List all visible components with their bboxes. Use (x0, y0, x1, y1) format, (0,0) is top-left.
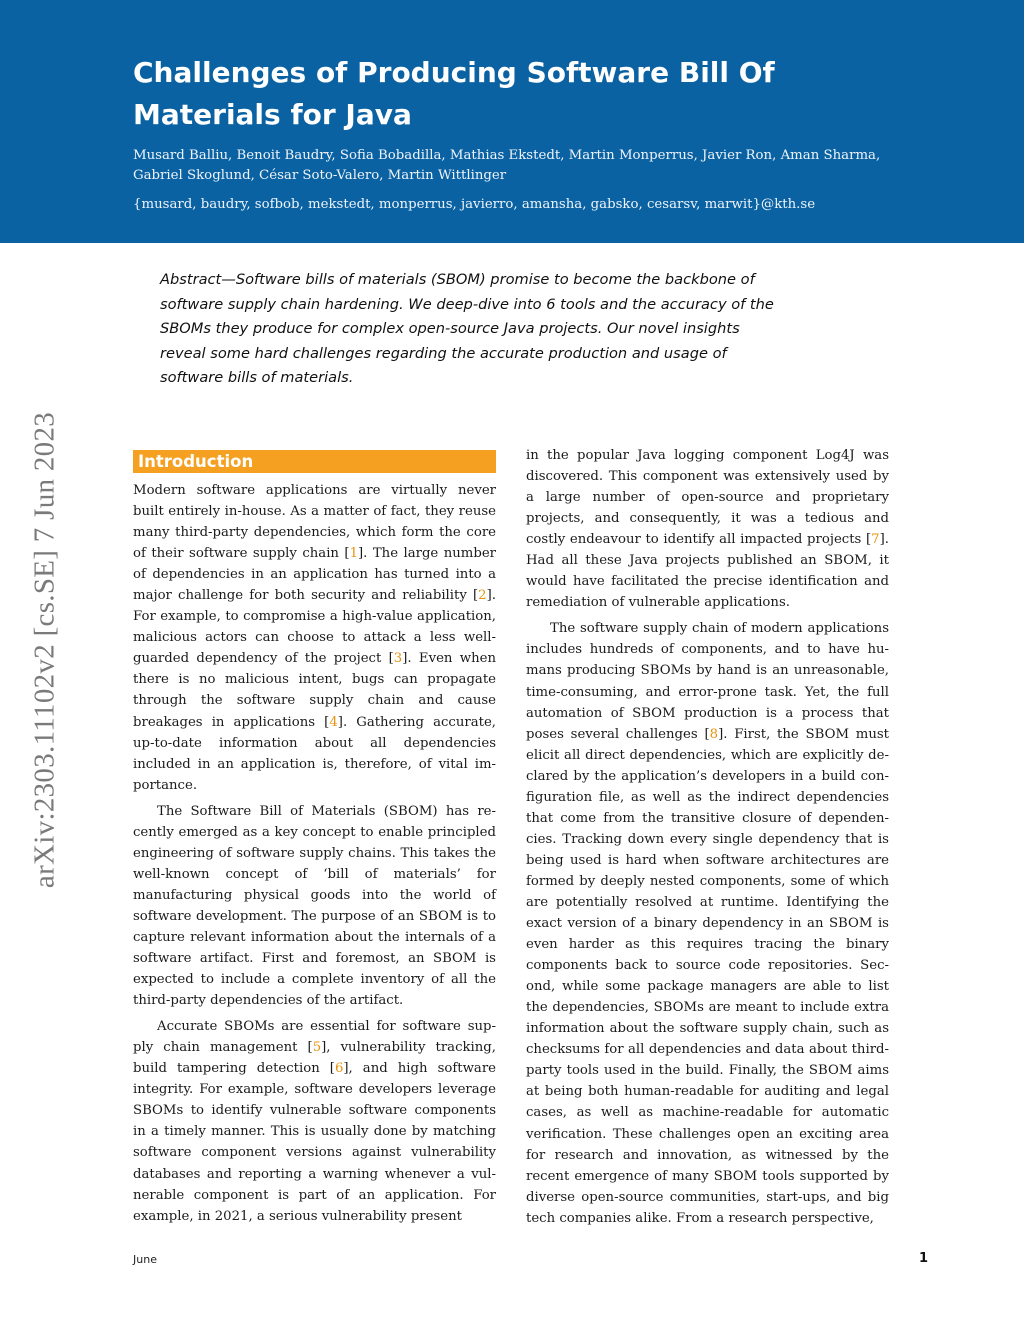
text-run: in the popular Java logging component Log4J was discovered. This component was extensively used by a large number of open-source and proprietary projects, and consequently, it was a tedious and costly endeavour to identify all impacted projects [ (526, 448, 889, 548)
text-run: ]. Had all these Java projects published an SBOM, it would have facilitated the precise identification and remediation of vulnerable applications. (526, 532, 889, 611)
paragraph-2: The Software Bill of Materials (SBOM) has recently emerged as a key concept to enable principled engineering of software supply chains. This takes the well-known concept of ‘bill of materials’ for manufacturing physical goods into the world of software development. The purpose of an SBOM is to capture relevant information about the internals of a software artifact. First and foremost, an SBOM is expected to include a complete inventory of all the third-party dependencies of the artifact. (133, 803, 496, 1009)
text-run: ], vulnerability tracking, build tampering detection [ (133, 1040, 496, 1077)
paragraph-5 (526, 618, 889, 1228)
text-run: ]. For example, to compromise a high-value application, malicious actors can choose to attack a less well-guarded dependency of the project [ (133, 588, 496, 667)
citation-link[interactable]: 2 (478, 588, 487, 604)
citation-link[interactable]: 6 (334, 1061, 344, 1077)
author-list: Musard Balliu, Benoit Baudry, Sofia Bobadilla, Mathias Ekstedt, Martin Monperrus, Javier Ron, Aman Sharma, Gabriel Skoglund, César Soto-Valero, Martin Wittlinger (133, 148, 881, 183)
arxiv-id: arXiv:2303.11102v2 [cs.SE] 7 Jun 2023 (28, 411, 61, 889)
citation-link[interactable]: 5 (312, 1040, 322, 1056)
text-run: The software supply chain of modern applications includes hundreds of components, and to have humans producing SBOMs by hand is an unreasonable, time-consuming, and error-prone task. Yet, the full automation of SBOM production is a process that poses several challenges [ (526, 621, 889, 742)
paragraph-1 (133, 480, 496, 796)
paragraph-4 (526, 445, 889, 613)
page-number: 1 (918, 1251, 928, 1266)
citation-link[interactable]: 7 (871, 532, 880, 548)
text-run: ]. Gathering accurate, up-to-date information about all dependencies included in an application is, therefore, of vital importance. (133, 714, 496, 793)
footer-month: June (133, 1253, 157, 1266)
left-column (133, 450, 496, 1227)
citation-link[interactable]: 4 (329, 714, 338, 730)
citation-link[interactable]: 8 (709, 726, 719, 742)
text-run: Modern software applications are virtually never built entirely in-house. As a matter of fact, they reuse many third-party dependencies, which form the core of their software supply chain [ (133, 483, 496, 562)
title-banner (0, 0, 1024, 243)
section-heading-introduction: Introduction (133, 450, 496, 473)
paper-title: Challenges of Producing Software Bill Of Materials for Java (133, 56, 775, 131)
right-column (526, 445, 889, 1229)
text-run: ], and high software integrity. For example, software developers leverage SBOMs to identify vulnerable software components in a timely manner. This is usually done by matching software component versions against vulnerability databases and reporting a warning whenever a vulnerable component is part of an application. For example, in 2021, a serious vulnerability present (133, 1061, 496, 1224)
paragraph-3 (133, 1016, 496, 1226)
text-run: ]. First, the SBOM must elicit all direct dependencies, which are explicitly declared by the application’s developers in a build configuration file, as well as the indirect dependencies that come from the transitive closure of dependencies. Tracking down every single dependency that is being used is hard when software architectures are formed by deeply nested components, some of which are potentially resolved at runtime. Identifying the exact version of a binary dependency in an SBOM is even harder as this requires tracing the binary components back to source code repositories. Second, while some package managers are able to list the dependencies, SBOMs are meant to include extra information about the software supply chain, such as checksums for all dependencies and data about third-party tools used in the build. Finally, the SBOM aims at being both human-readable for auditing and legal cases, as well as machine-readable for automatic verification. These challenges open an exciting area for research and innovation, as witnessed by the recent emergence of many SBOM tools supported by diverse open-source communities, start-ups, and big tech companies alike. From a research perspective, (526, 726, 889, 1226)
author-emails: {musard, baudry, sofbob, mekstedt, monperrus, javierro, amansha, gabsko, cesarsv, marwit}@kth.se (133, 197, 816, 212)
citation-link[interactable]: 1 (349, 546, 359, 562)
abstract: Abstract—Software bills of materials (SBOM) promise to become the backbone of software supply chain hardening. We deep-dive into 6 tools and the accuracy of the SBOMs they produce for complex open-source Java projects. Our novel insights reveal some hard challenges regarding the accurate production and usage of software bills of materials. (160, 271, 774, 386)
text-run: ]. Even when there is no malicious intent, bugs can propagate through the software supply chain and cause breakages in applications [ (133, 651, 496, 730)
text-run: ]. The large number of dependencies in an application has turned into a major challenge for both security and reliability [ (133, 546, 497, 604)
text-run: Accurate SBOMs are essential for software supply chain management [ (133, 1019, 496, 1056)
citation-link[interactable]: 3 (393, 651, 403, 667)
